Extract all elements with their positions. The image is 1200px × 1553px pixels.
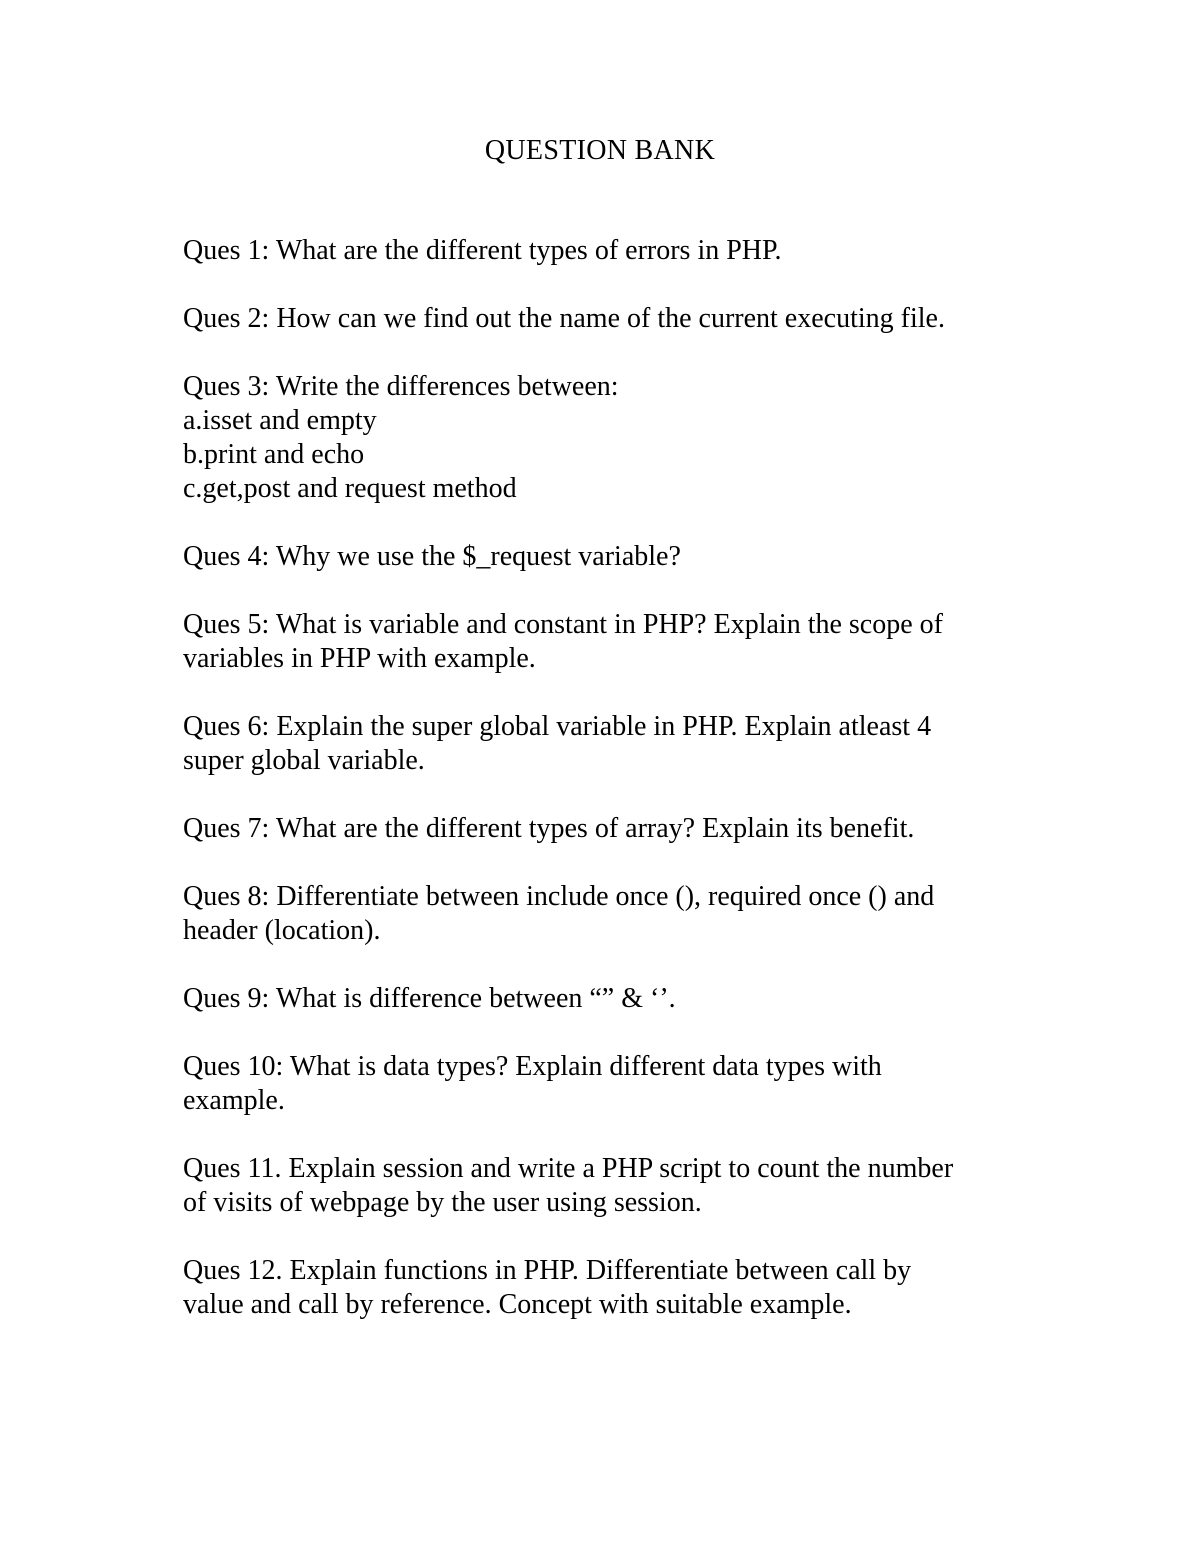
question-text: Ques 4: Why we use the $_request variable? xyxy=(183,541,681,572)
page-title: QUESTION BANK xyxy=(484,135,716,166)
question-text-continued: super global variable. xyxy=(183,745,425,776)
question-text: Ques 3: Write the differences between: xyxy=(183,371,619,402)
question-text: Ques 9: What is difference between “” & ‘’. xyxy=(183,983,676,1014)
question-text: Ques 2: How can we find out the name of the current executing file. xyxy=(183,303,945,334)
question-2 xyxy=(183,302,1043,336)
question-text: Ques 8: Differentiate between include once (), required once () and xyxy=(183,881,935,912)
question-10 xyxy=(183,1050,1043,1118)
question-5 xyxy=(183,608,1043,676)
question-6 xyxy=(183,710,1043,778)
question-text-continued: of visits of webpage by the user using session. xyxy=(183,1187,702,1218)
question-3 xyxy=(183,370,1043,506)
question-12 xyxy=(183,1254,1043,1322)
question-4 xyxy=(183,540,1043,574)
question-text-continued: header (location). xyxy=(183,915,381,946)
question-text-continued: example. xyxy=(183,1085,285,1116)
question-text: Ques 1: What are the different types of errors in PHP. xyxy=(183,235,782,266)
question-text: Ques 10: What is data types? Explain different data types with xyxy=(183,1051,882,1082)
question-text-continued: variables in PHP with example. xyxy=(183,643,536,674)
question-text: Ques 6: Explain the super global variable in PHP. Explain atleast 4 xyxy=(183,711,932,742)
sub-item-b: b.print and echo xyxy=(183,439,365,470)
question-text: Ques 12. Explain functions in PHP. Differentiate between call by xyxy=(183,1255,912,1286)
question-text: Ques 7: What are the different types of array? Explain its benefit. xyxy=(183,813,915,844)
question-1 xyxy=(183,234,1043,268)
question-8 xyxy=(183,880,1043,948)
question-list xyxy=(183,234,1043,1356)
question-text: Ques 5: What is variable and constant in PHP? Explain the scope of xyxy=(183,609,943,640)
question-text: Ques 11. Explain session and write a PHP script to count the number xyxy=(183,1153,954,1184)
question-9 xyxy=(183,982,1043,1016)
question-7 xyxy=(183,812,1043,846)
sub-item-c: c.get,post and request method xyxy=(183,473,517,504)
question-text-continued: value and call by reference. Concept with suitable example. xyxy=(183,1289,852,1320)
sub-item-a: a.isset and empty xyxy=(183,405,377,436)
question-11 xyxy=(183,1152,1043,1220)
